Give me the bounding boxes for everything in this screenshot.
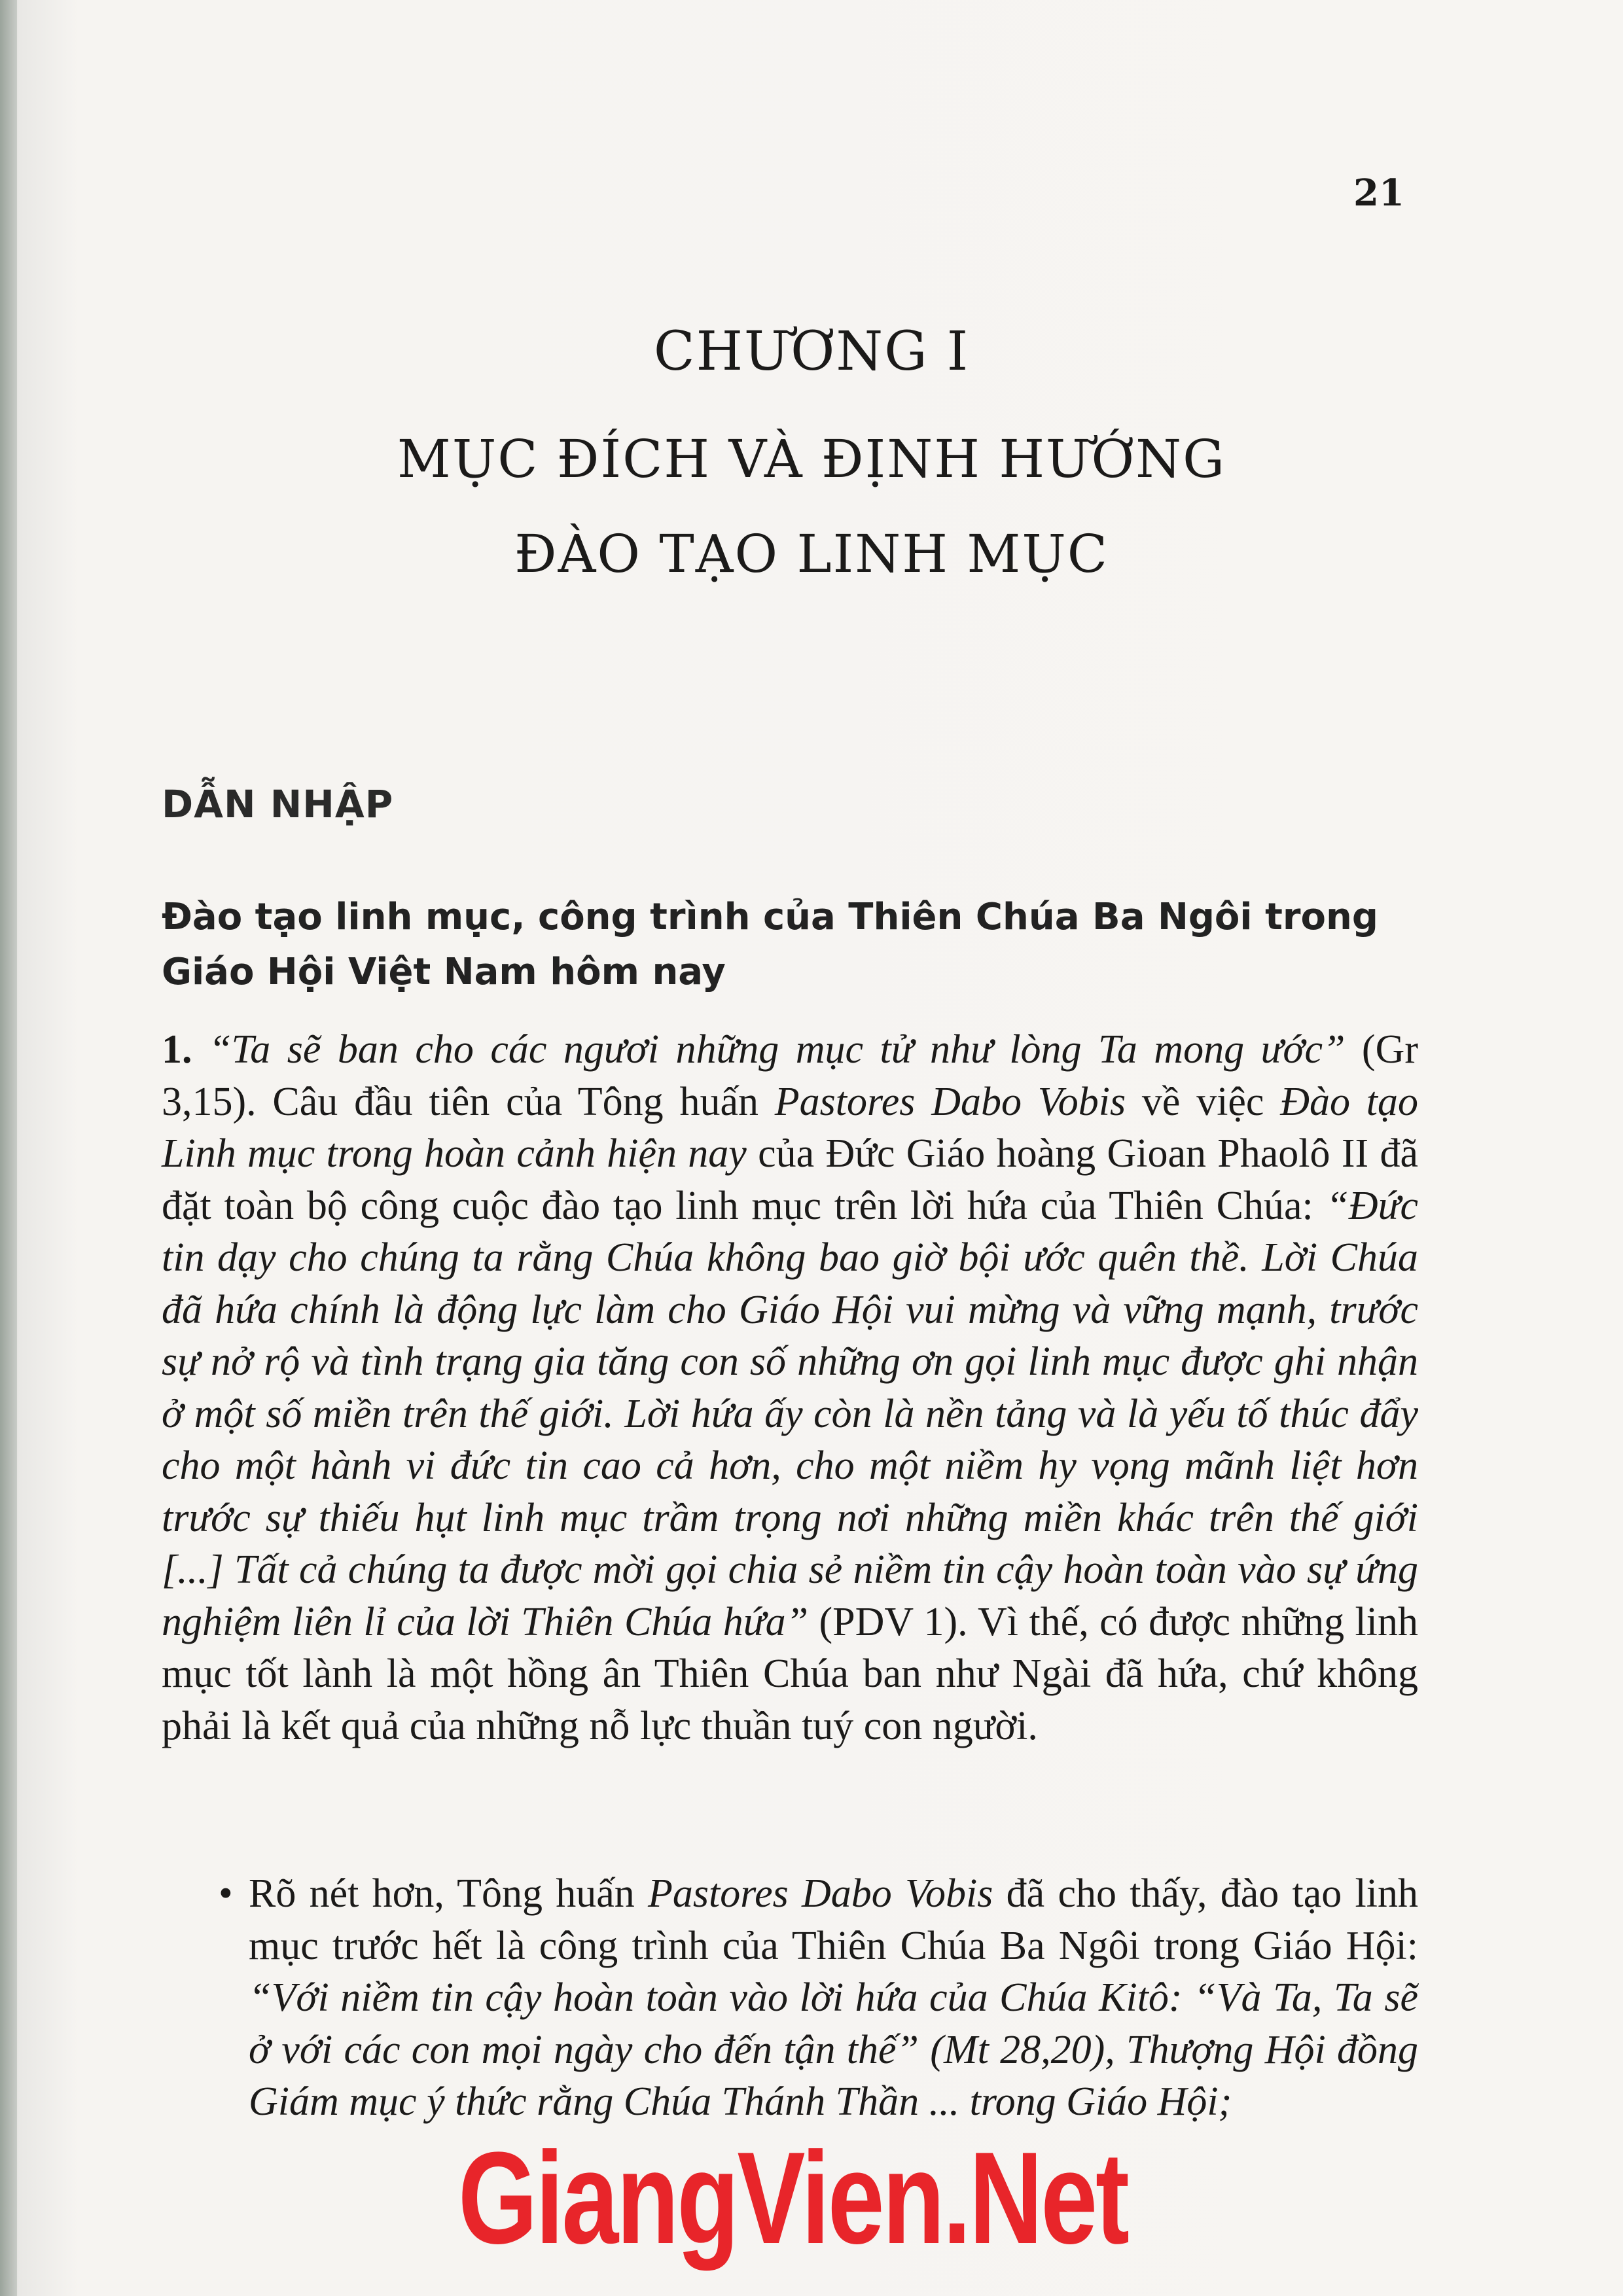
- bullet-item-1: [219, 1868, 1419, 2128]
- bullet-marker: •: [219, 1871, 233, 1916]
- text-run: (Gr 3,15). Câu đầu tiên của Tông huấn: [162, 1027, 1418, 1124]
- text-run: về việc: [1126, 1079, 1281, 1124]
- chapter-label: CHƯƠNG I: [653, 321, 970, 383]
- text-run: Rõ nét hơn, Tông huấn: [249, 1871, 649, 1916]
- chapter-title-line1: MỤC ĐÍCH VÀ ĐỊNH HƯỚNG: [397, 429, 1226, 489]
- section-heading: DẪN NHẬP: [162, 782, 394, 826]
- text-run: (PDV 1). Vì thế, có được những linh mục tốt lành là một hồng ân Thiên Chúa ban như Ngài đã hứa, chứ không phải là kết quả của những nỗ lực thuần tuý con người.: [162, 1599, 1419, 1748]
- watermark-logo: GiangVien.Net: [458, 2125, 1128, 2271]
- paragraph-number: 1.: [162, 1027, 192, 1072]
- page-number: 21: [1353, 171, 1404, 215]
- quote-text: “Với niềm tin cậy hoàn toàn vào lời hứa của Chúa Kitô: “Và Ta, Ta sẽ ở với các con mọi ngày cho đến tận thế” (Mt 28,20), Thượng Hội đồng Giám mục ý thức rằng Chúa Thánh Thần ... trong Giáo Hội;: [249, 1975, 1418, 2124]
- paragraph-1: [162, 1024, 1418, 1752]
- document-subtitle: Đào tạo Linh mục trong hoàn cảnh hiện nay: [162, 1079, 1419, 1176]
- document-title: Pastores Dabo Vobis: [774, 1079, 1126, 1124]
- document-title: Pastores Dabo Vobis: [648, 1871, 993, 1916]
- pdv-quote: “Đức tin dạy cho chúng ta rằng Chúa không bao giờ bội ước quên thề. Lời Chúa đã hứa chính là động lực làm cho Giáo Hội vui mừng và vững mạnh, trước sự nở rộ và tình trạng gia tăng con số những ơn gọi linh mục được ghi nhận ở một số miền trên thế giới. Lời hứa ấy còn là nền tảng và là yếu tố thúc đẩy cho một hành vi đức tin cao cả hơn, cho một niềm hy vọng mãnh liệt hơn trước sự thiếu hụt linh mục trầm trọng nơi những miền khác trên thế giới [...] Tất cả chúng ta được mời gọi chia sẻ niềm tin cậy hoàn toàn vào sự ứng nghiệm liên lỉ của lời Thiên Chúa hứa”: [162, 1183, 1418, 1644]
- sub-heading: Đào tạo linh mục, công trình của Thiên Chúa Ba Ngôi trong Giáo Hội Việt Nam hôm nay: [162, 896, 1378, 993]
- text-run: của Đức Giáo hoàng Gioan Phaolô II đã đặt toàn bộ công cuộc đào tạo linh mục trên lời hứa của Thiên Chúa:: [162, 1131, 1418, 1228]
- text-run: đã cho thấy, đào tạo linh mục trước hết là công trình của Thiên Chúa Ba Ngôi trong Giáo Hội:: [249, 1871, 1419, 1968]
- scripture-quote: “Ta sẽ ban cho các ngươi những mục tử như lòng Ta mong ước”: [208, 1027, 1346, 1072]
- chapter-title-line2: ĐÀO TẠO LINH MỤC: [514, 523, 1109, 584]
